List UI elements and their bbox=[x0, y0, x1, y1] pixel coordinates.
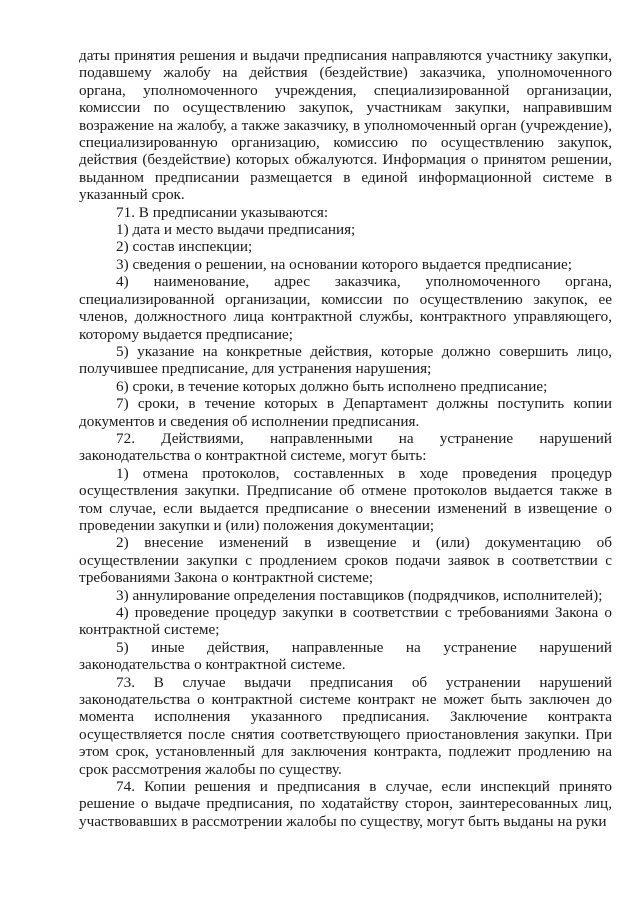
paragraph-72-item-1: 1) отмена протоколов, составленных в ходе проведения процедур осуществления закупки. Предписание об отмене протоколов выдается также в том случае, если выдается предписание о внесении изменений в извещение о проведении закупки и (или) положения документации; bbox=[79, 464, 612, 534]
paragraph-71-item-1: 1) дата и место выдачи предписания; bbox=[116, 221, 356, 239]
document-body bbox=[79, 47, 612, 830]
paragraph-74: 74. Копии решения и предписания в случае, если инспекций принято решение о выдаче предписания, по ходатайству сторон, заинтересованных лиц, участвовавших в рассмотрении жалобы по существу, могут быть выданы на руки bbox=[79, 778, 612, 830]
paragraph-71-item-4: 4) наименование, адрес заказчика, уполномоченного органа, специализированной организации, комиссии по осуществлению закупок, ее членов, должностного лица контрактной службы, контрактного управляющего, которому выдается предписание; bbox=[79, 273, 612, 343]
paragraph-71-item-6: 6) сроки, в течение которых должно быть исполнено предписание; bbox=[116, 377, 548, 395]
paragraph-71-item-3: 3) сведения о решении, на основании которого выдается предписание; bbox=[116, 255, 572, 273]
paragraph-73: 73. В случае выдачи предписания об устранении нарушений законодательства о контрактной системе контракт не может быть заключен до момента исполнения указанного предписания. Заключение контракта осуществляется после снятия соответствующего приостановления закупки. При этом срок, установленный для заключения контракта, подлежит продлению на срок рассмотрения жалобы по существу. bbox=[79, 673, 612, 778]
paragraph-72-item-3: 3) аннулирование определения поставщиков (подрядчиков, исполнителей); bbox=[116, 586, 603, 604]
paragraph-72-heading: 72. Действиями, направленными на устранение нарушений законодательства о контрактной системе, могут быть: bbox=[79, 429, 612, 465]
paragraph-72-item-2: 2) внесение изменений в извещение и (или) документацию об осуществлении закупки с продлением сроков подачи заявок в соответствии с требованиями Закона о контрактной системе; bbox=[79, 534, 612, 587]
paragraph-continuation: даты принятия решения и выдачи предписания направляются участнику закупки, подавшему жалобу на действия (бездействие) заказчика, уполномоченного органа, уполномоченного учреждения, специализированной организации, комиссии по осуществлению закупок, участникам закупки, направившим возражение на жалобу, а также заказчику, в уполномоченный орган (учреждение), специализированную организацию, комиссию по осуществлению закупок, действия (бездействие) которых обжалуются. Информация о принятом решении, выданном предписании размещается в единой информационной системе в указанный срок. bbox=[79, 47, 612, 204]
paragraph-72-item-5: 5) иные действия, направленные на устранение нарушений законодательства о контрактной системе. bbox=[79, 638, 612, 674]
paragraph-71-item-7: 7) сроки, в течение которых в Департамент должны поступить копии документов и сведения об исполнении предписания. bbox=[79, 395, 612, 430]
paragraph-71-item-5: 5) указание на конкретные действия, которые должно совершить лицо, получившее предписание, для устранения нарушения; bbox=[79, 342, 612, 378]
paragraph-71-heading: 71. В предписании указываются: bbox=[116, 203, 329, 221]
paragraph-71-item-2: 2) состав инспекции; bbox=[116, 238, 253, 256]
paragraph-72-item-4: 4) проведение процедур закупки в соответствии с требованиями Закона о контрактной системе; bbox=[79, 604, 612, 639]
